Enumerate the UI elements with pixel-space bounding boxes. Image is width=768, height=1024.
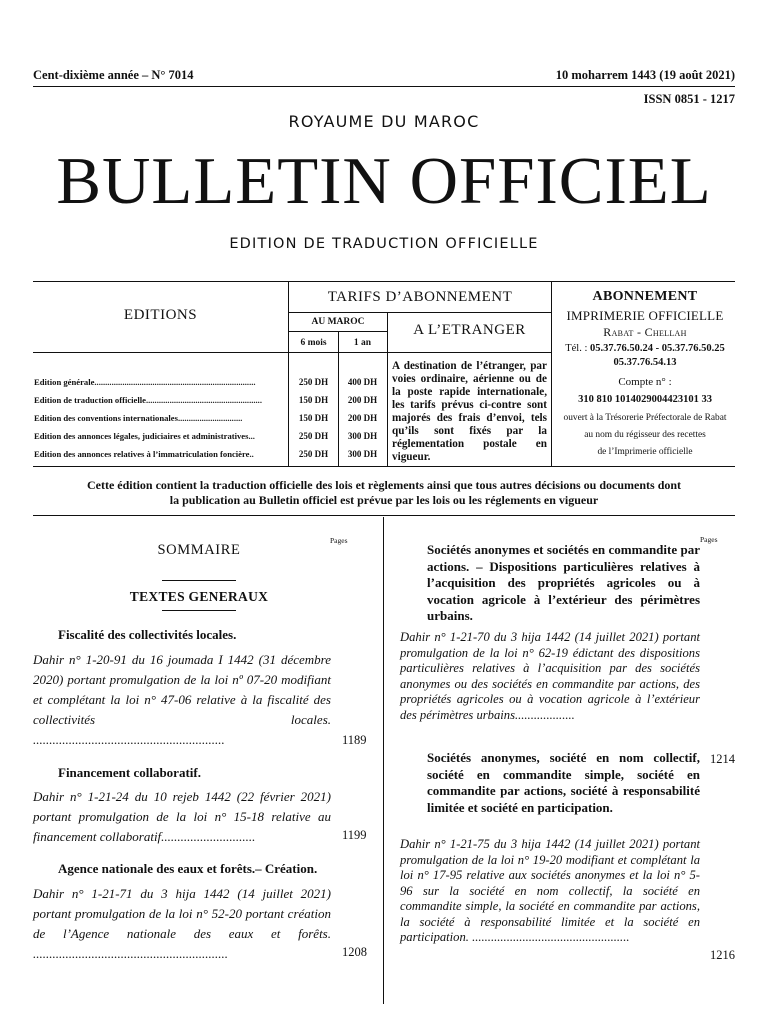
etranger-heading: A L’ETRANGER [413,322,526,338]
textes-generaux-heading: TEXTES GENERAUX [129,589,269,604]
sommaire-heading: SOMMAIRE [157,542,241,558]
price-1an: 200 DH [347,413,378,423]
masthead-title: BULLETIN OFFICIEL [56,144,712,218]
edition-row [34,413,288,423]
price-6mois: 150 DH [298,395,329,405]
tresorerie-line: ouvert à la Trésorerie Préfectorale de Rabat [563,413,727,423]
price-6mois: 250 DH [298,449,329,459]
price-6mois: 250 DH [298,431,329,441]
price-1an: 200 DH [347,395,378,405]
notice-line-2: la publication au Bulletin officiel est prévue par les lois ou les réglements en vigueur [169,493,599,507]
au-maroc-heading: AU MAROC [311,317,365,327]
edition-row [34,395,288,405]
edition-label: Edition générale........................................................................... [34,377,256,387]
imprimerie-line: de l’Imprimerie officielle [597,447,693,457]
tel-prefix: Tél. : [565,343,591,354]
notice-line-1: Cette édition contient la traduction officielle des lois et règlements ainsi que tous autres décisions ou documents dont [86,478,682,492]
price-6mois: 250 DH [298,377,329,387]
section-heading: Agence nationale des eaux et forêts.– Création. [58,861,318,876]
page-number: 1216 [710,948,735,962]
heading-rule [162,610,236,611]
telephone-line-2: 05.37.76.54.13 [613,357,677,368]
section-heading: Fiscalité des collectivités locales. [58,627,237,642]
editions-heading: EDITIONS [123,307,198,323]
compte-label: Compte n° : [618,376,672,388]
table-top-rule [33,281,735,282]
toc-entry: Dahir n° 1-21-75 du 3 hija 1442 (14 juillet 2021) portant promulgation de la loi n° 19-20 modifiant et complétant la loi n° 17-95 relative aux sociétés anonymes et la loi n° 5-96 sur la société en nom collectif, la société en commandite simple, la société en commandite par actions, la société à responsabilité limitée et la société en participation. .................................................. [400,837,700,944]
issn: ISSN 0851 - 1217 [643,92,735,106]
telephone-line [555,343,735,354]
toc-entry: Dahir n° 1-21-24 du 10 rejeb 1442 (22 février 2021) portant promulgation de la loi n° 15-18 relative au financement collaboratif............................. [33,789,331,844]
edition-notice [33,478,735,508]
table-rule [33,352,551,353]
page-number: 1189 [342,733,367,747]
col-1an: 1 an [353,338,372,348]
edition-label: Edition des conventions internationales.............................. [34,413,243,423]
heading-rule [162,580,236,581]
etranger-note: A destination de l’étranger, par voies ordinaire, aérienne ou de la poste rapide internationale, les tarifs prévus ci-contre sont majorés des frais d’envoi, tels qu’ils sont fixés par la réglementation postale en vigueur. [392,360,547,463]
edition-row [34,431,288,441]
issue-number: Cent-dixième année – N° 7014 [33,68,194,82]
edition-row [34,377,288,387]
tel-numbers: 05.37.76.50.24 - 05.37.76.50.25 [590,343,725,354]
section-heading: Sociétés anonymes et sociétés en commandite par actions. – Dispositions particulières relatives à l’acquisition des propriétés agricoles ou à vocation agricole à l’extérieur des périmètres urbains. [427,542,700,623]
price-1an: 300 DH [347,449,378,459]
page-number: 1214 [710,752,735,766]
section-heading: Sociétés anonymes, société en nom collectif, société en commandite simple, société en commandite par actions, société à responsabilité limitée et société en participation. [427,750,700,815]
toc-entry: Dahir n° 1-20-91 du 16 joumada I 1442 (31 décembre 2020) portant promulgation de la loi nº 07-20 modifiant et complétant la loi n° 47-06 relative à la fiscalité des collectivités locales. ........................................................... [33,652,331,747]
section-heading: Financement collaboratif. [58,765,201,780]
notice-rule [33,515,735,516]
header-rule [33,86,735,87]
royaume-label: ROYAUME DU MAROC [288,112,480,131]
column-divider [383,517,384,1004]
masthead-subtitle: EDITION DE TRADUCTION OFFICIELLE [229,236,539,252]
table-rule [288,331,387,332]
price-1an: 300 DH [347,431,378,441]
compte-number: 310 810 1014029004423101 33 [578,394,712,405]
toc-entry: Dahir n° 1-21-71 du 3 hija 1442 (14 juillet 2021) portant promulgation de la loi n° 52-20 portant création de l’Agence nationale des eaux et forêts. ............................................................ [33,886,331,961]
edition-row [34,449,288,459]
table-divider [551,282,552,466]
abonnement-heading: ABONNEMENT [592,289,698,304]
col-6mois: 6 mois [300,338,327,348]
page-number: 1208 [342,945,367,959]
tarifs-heading: TARIFS D’ABONNEMENT [327,289,513,305]
imprimerie-name: IMPRIMERIE OFFICIELLE [566,308,724,323]
pages-label: Pages [700,535,718,544]
toc-entry: Dahir n° 1-21-70 du 3 hija 1442 (14 juillet 2021) portant promulgation de la loi n° 62-19 édictant des dispositions particulières relatives à l’acquisition par des sociétés anonymes ou des sociétés en commandite par actions, des propriétés agricoles ou à vocation agricole à l’extérieur des périmètres urbains................... [400,630,700,722]
edition-label: Edition des annonces légales, judiciaires et administratives... [34,431,255,441]
edition-label: Edition des annonces relatives à l’immatriculation foncière.. [34,449,254,459]
price-1an: 400 DH [347,377,378,387]
pages-label: Pages [330,536,348,545]
page-number: 1199 [342,828,367,842]
issue-date: 10 moharrem 1443 (19 août 2021) [555,68,735,82]
table-bottom-rule [33,466,735,467]
edition-label: Edition de traduction officielle...................................................... [34,395,262,405]
imprimerie-city: Rabat - Chellah [603,325,687,339]
table-rule [288,312,551,313]
price-6mois: 150 DH [298,413,329,423]
regisseur-line: au nom du régisseur des recettes [584,430,706,440]
